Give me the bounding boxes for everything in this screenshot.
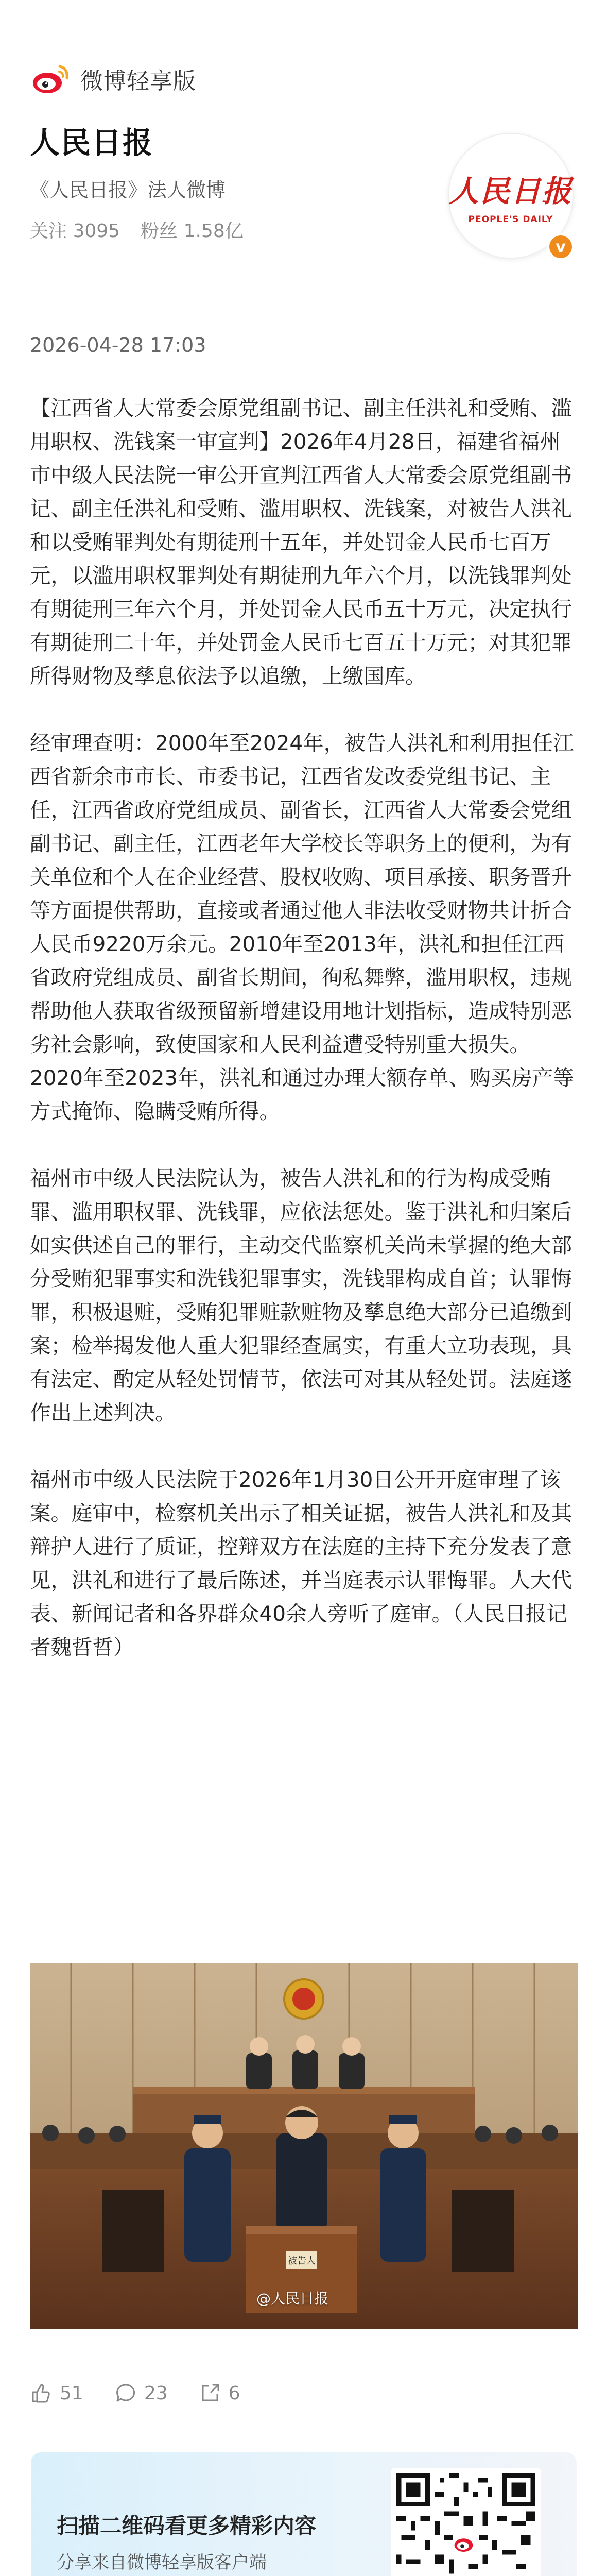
avatar-logo-text: 人民日报 (449, 174, 573, 209)
reposts-count: 51 (60, 2382, 83, 2404)
comment-button[interactable] (114, 2382, 168, 2404)
qr-code[interactable] (391, 2468, 541, 2576)
comments-count: 23 (144, 2382, 168, 2404)
post-paragraph: 福州市中级人民法院于2026年1月30日公开开庭审理了该案。庭审中，检察机关出示了相关证据，被告人洪礼和及其辩护人进行了质证，控辩双方在法庭的主持下充分发表了意见，洪礼和进行了最后陈述，并当庭表示认罪悔罪。人大代表、新闻记者和各界群众40余人旁听了庭审。（人民日报记者魏哲哲） (30, 1467, 572, 1659)
follow-label: 关注 (30, 221, 67, 242)
post-timestamp: 2026-04-28 17:03 (30, 334, 206, 357)
action-bar (30, 2375, 240, 2411)
profile-stats (30, 216, 244, 243)
post-paragraph: 【江西省人大常委会原党组副书记、副主任洪礼和受贿、滥用职权、洗钱案一审宣判】2026年4月28日，福建省福州市中级人民法院一审公开宣判江西省人大常委会原党组副书记、副主任洪礼和受贿、滥用职权、洗钱案，对被告人洪礼和以受贿罪判处有期徒刑十五年，并处罚金人民币七百万元，以滥用职权罪判处有期徒刑九年六个月，以洗钱罪判处有期徒刑三年六个月，并处罚金人民币五十万元，决定执行有期徒刑二十年，并处罚金人民币七百五十万元；对其犯罪所得财物及孳息依法予以追缴，上缴国库。 (30, 396, 572, 688)
weibo-logo-icon (31, 62, 71, 95)
app-header (31, 56, 196, 102)
fans-stat[interactable] (141, 216, 244, 243)
courtroom-photo (30, 1963, 578, 2329)
verification-text: 《人民日报》法人微博 (30, 179, 226, 201)
follow-count: 3095 (73, 221, 120, 242)
like-button[interactable] (30, 2382, 83, 2404)
share-icon (199, 2382, 221, 2404)
fans-label: 粉丝 (141, 221, 178, 242)
share-card (31, 2452, 577, 2576)
verified-badge-icon: v (547, 233, 575, 261)
post-body (30, 392, 578, 1698)
fans-count: 1.58亿 (183, 221, 244, 242)
post-image[interactable] (30, 1963, 578, 2329)
scan-title: 扫描二维码看更多精彩内容 (57, 2513, 317, 2538)
dock-sign: 被告人 (288, 2256, 316, 2266)
likes-count: 6 (228, 2382, 240, 2404)
comment-icon (114, 2382, 137, 2404)
avatar-logo-subtext: PEOPLE'S DAILY (468, 214, 553, 225)
author-name[interactable]: 人民日报 (30, 125, 154, 160)
post-paragraph: 福州市中级人民法院认为，被告人洪礼和的行为构成受贿罪、滥用职权罪、洗钱罪，应依法惩处。鉴于洪礼和归案后如实供述自己的罪行，主动交代监察机关尚未掌握的绝大部分受贿犯罪事实和洗钱犯罪事实，洗钱罪构成自首；认罪悔罪，积极退赃，受贿犯罪赃款赃物及孳息绝大部分已追缴到案；检举揭发他人重大犯罪经查属实，有重大立功表现，具有法定、酌定从轻处罚情节，依法可对其从轻处罚。法庭遂作出上述判决。 (30, 1166, 572, 1425)
thumbs-up-icon (30, 2382, 53, 2404)
app-name: 微博轻享版 (80, 68, 196, 94)
qr-code-icon (396, 2473, 535, 2576)
image-watermark: @人民日报 (256, 2290, 329, 2307)
scan-subtitle: 分享来自微博轻享版客户端 (57, 2552, 267, 2573)
qr-weibo-logo-icon (453, 2530, 479, 2555)
follow-stat[interactable] (30, 216, 120, 243)
post-paragraph: 经审理查明：2000年至2024年，被告人洪礼和利用担任江西省新余市市长、市委书记，江西省发改委党组书记、主任，江西省政府党组成员、副省长，江西省人大常委会党组副书记、副主任，江西老年大学校长等职务上的便利，为有关单位和个人在企业经营、股权收购、项目承接、职务晋升等方面提供帮助，直接或者通过他人非法收受财物共计折合人民币9220万余元。2010年至2013年，洪礼和担任江西省政府党组成员、副省长期间，徇私舞弊，滥用职权，违规帮助他人获取省级预留新增建设用地计划指标，造成特别恶劣社会影响，致使国家和人民利益遭受特别重大损失。2020年至2023年，洪礼和通过办理大额存单、购买房产等方式掩饰、隐瞒受贿所得。 (30, 731, 574, 1124)
share-button[interactable] (199, 2382, 240, 2404)
